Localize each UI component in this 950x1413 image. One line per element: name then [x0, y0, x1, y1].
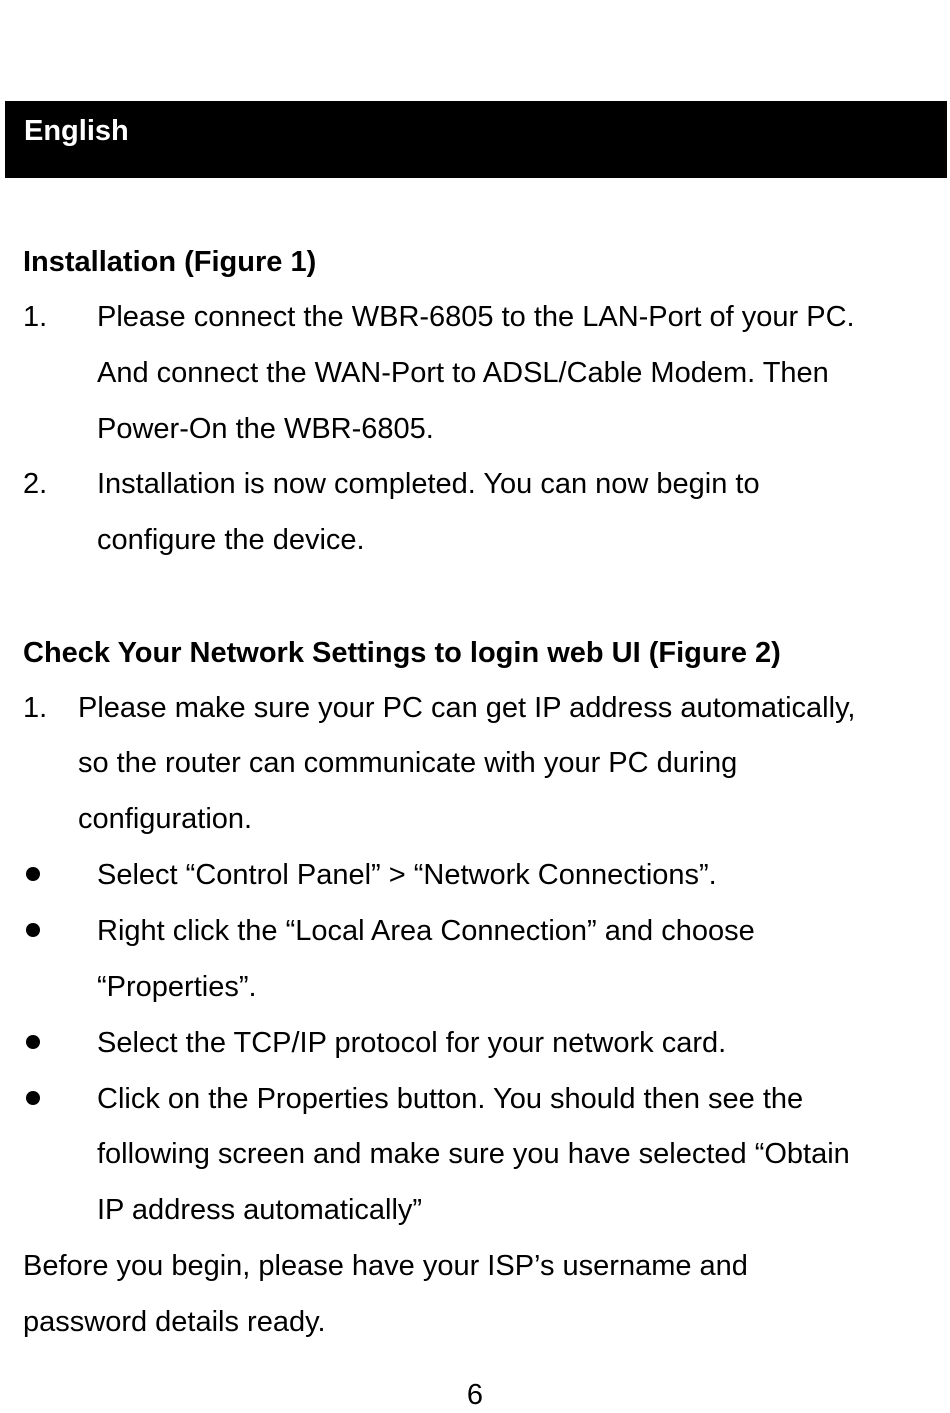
bullet-icon: [26, 1035, 40, 1049]
bullet-icon: [26, 1091, 40, 1105]
network-step-line: Please make sure your PC can get IP address automatically,: [78, 692, 856, 724]
installation-step-line: configure the device.: [97, 524, 365, 556]
installation-step-line: And connect the WAN-Port to ADSL/Cable Modem. Then: [97, 357, 829, 389]
network-step-number: 1.: [23, 692, 48, 724]
bullet-line: Right click the “Local Area Connection” and choose: [97, 915, 755, 947]
isp-note-line: Before you begin, please have your ISP’s username and: [23, 1250, 748, 1282]
bullet-line: IP address automatically”: [97, 1194, 423, 1226]
bullet-icon: [26, 923, 40, 937]
bullet-line: Select “Control Panel” > “Network Connections”.: [97, 859, 717, 891]
installation-step-line: Power-On the WBR-6805.: [97, 413, 434, 445]
bullet-icon: [26, 867, 40, 881]
installation-step-line: Please connect the WBR-6805 to the LAN-Port of your PC.: [97, 301, 855, 333]
network-step-line: configuration.: [78, 803, 253, 835]
bullet-line: following screen and make sure you have selected “Obtain: [97, 1138, 850, 1170]
language-label: English: [24, 115, 129, 147]
installation-step-line: Installation is now completed. You can now begin to: [97, 468, 760, 500]
network-settings-heading: Check Your Network Settings to login web UI (Figure 2): [23, 637, 781, 669]
language-header-bar: [5, 101, 947, 178]
installation-step-number: 1.: [23, 301, 48, 333]
bullet-line: “Properties”.: [97, 971, 257, 1003]
bullet-line: Click on the Properties button. You should then see the: [97, 1083, 804, 1115]
installation-step-number: 2.: [23, 468, 48, 500]
network-step-line: so the router can communicate with your PC during: [78, 747, 738, 779]
bullet-line: Select the TCP/IP protocol for your network card.: [97, 1027, 727, 1059]
page-number: 6: [466, 1379, 484, 1411]
isp-note-line: password details ready.: [23, 1306, 326, 1338]
installation-heading: Installation (Figure 1): [23, 246, 317, 278]
